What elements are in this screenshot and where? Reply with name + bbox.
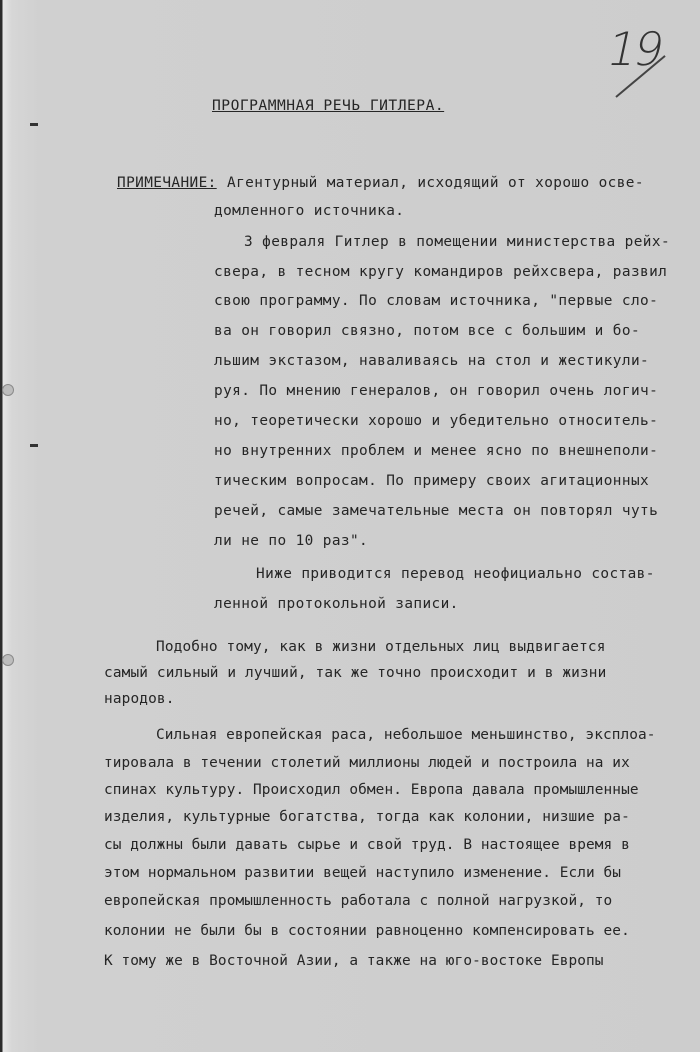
body-line: Подобно тому, как в жизни отдельных лиц выдвигается [156,639,606,655]
body-line: европейская промышленность работала с полной нагрузкой, то [104,893,613,909]
page-number: 19 [602,22,667,76]
body-line: колонии не были бы в состоянии равноценно компенсировать ее. [104,923,630,939]
note-label: ПРИМЕЧАНИЕ: [117,175,217,191]
body-line: сы должны были давать сырье и свой труд. В настоящее время в [104,837,630,853]
body-line: самый сильный и лучший, так же точно происходит и в жизни [104,665,607,681]
paragraph-line: ли не по 10 раз". [214,533,369,549]
body-line: К тому же в Восточной Азии, а также на юго-востоке Европы [104,953,604,969]
paragraph-line: 3 февраля Гитлер в помещении министерства рейх- [244,234,671,250]
paragraph-line: но, теоретически хорошо и убедительно относитель- [214,413,659,429]
note-line: Агентурный материал, исходящий от хорошо осве- [227,175,644,191]
margin-mark [30,123,38,126]
body-line: изделия, культурные богатства, тогда как колонии, низшие ра- [104,809,630,825]
paragraph-line: речей, самые замечательные места он повторял чуть [214,503,659,519]
punch-hole [2,654,14,666]
paragraph-line: свою программу. По словам источника, "первые сло- [214,293,659,309]
body-line: народов. [104,691,175,707]
body-line: Сильная европейская раса, небольшое меньшинство, эксплоа- [156,727,656,743]
paragraph-line: ленной протокольной записи. [214,596,459,612]
body-line: этом нормальном развитии вещей наступило изменение. Если бы [104,865,622,881]
paragraph-line: ва он говорил связно, потом все с большим и бо- [214,323,641,339]
document-title: ПРОГРАММНАЯ РЕЧЬ ГИТЛЕРА. [212,97,445,114]
margin-mark [30,444,38,447]
note-line: домленного источника. [214,203,405,219]
paragraph-line: свера, в тесном кругу командиров рейхсвера, развил [214,264,668,280]
paragraph-line: Ниже приводится перевод неофициально состав- [256,566,655,582]
body-line: спинах культуру. Происходил обмен. Европа давала промышленные [104,782,639,798]
paragraph-line: руя. По мнению генералов, он говорил очень логич- [214,383,659,399]
punch-hole [2,384,14,396]
body-line: тировала в течении столетий миллионы людей и построила на их [104,755,630,771]
paragraph-line: но внутренних проблем и менее ясно по внешнеполи- [214,443,659,459]
paragraph-line: льшим экстазом, наваливаясь на стол и жестикули- [214,353,650,369]
paragraph-line: тическим вопросам. По примеру своих агитационных [214,473,650,489]
